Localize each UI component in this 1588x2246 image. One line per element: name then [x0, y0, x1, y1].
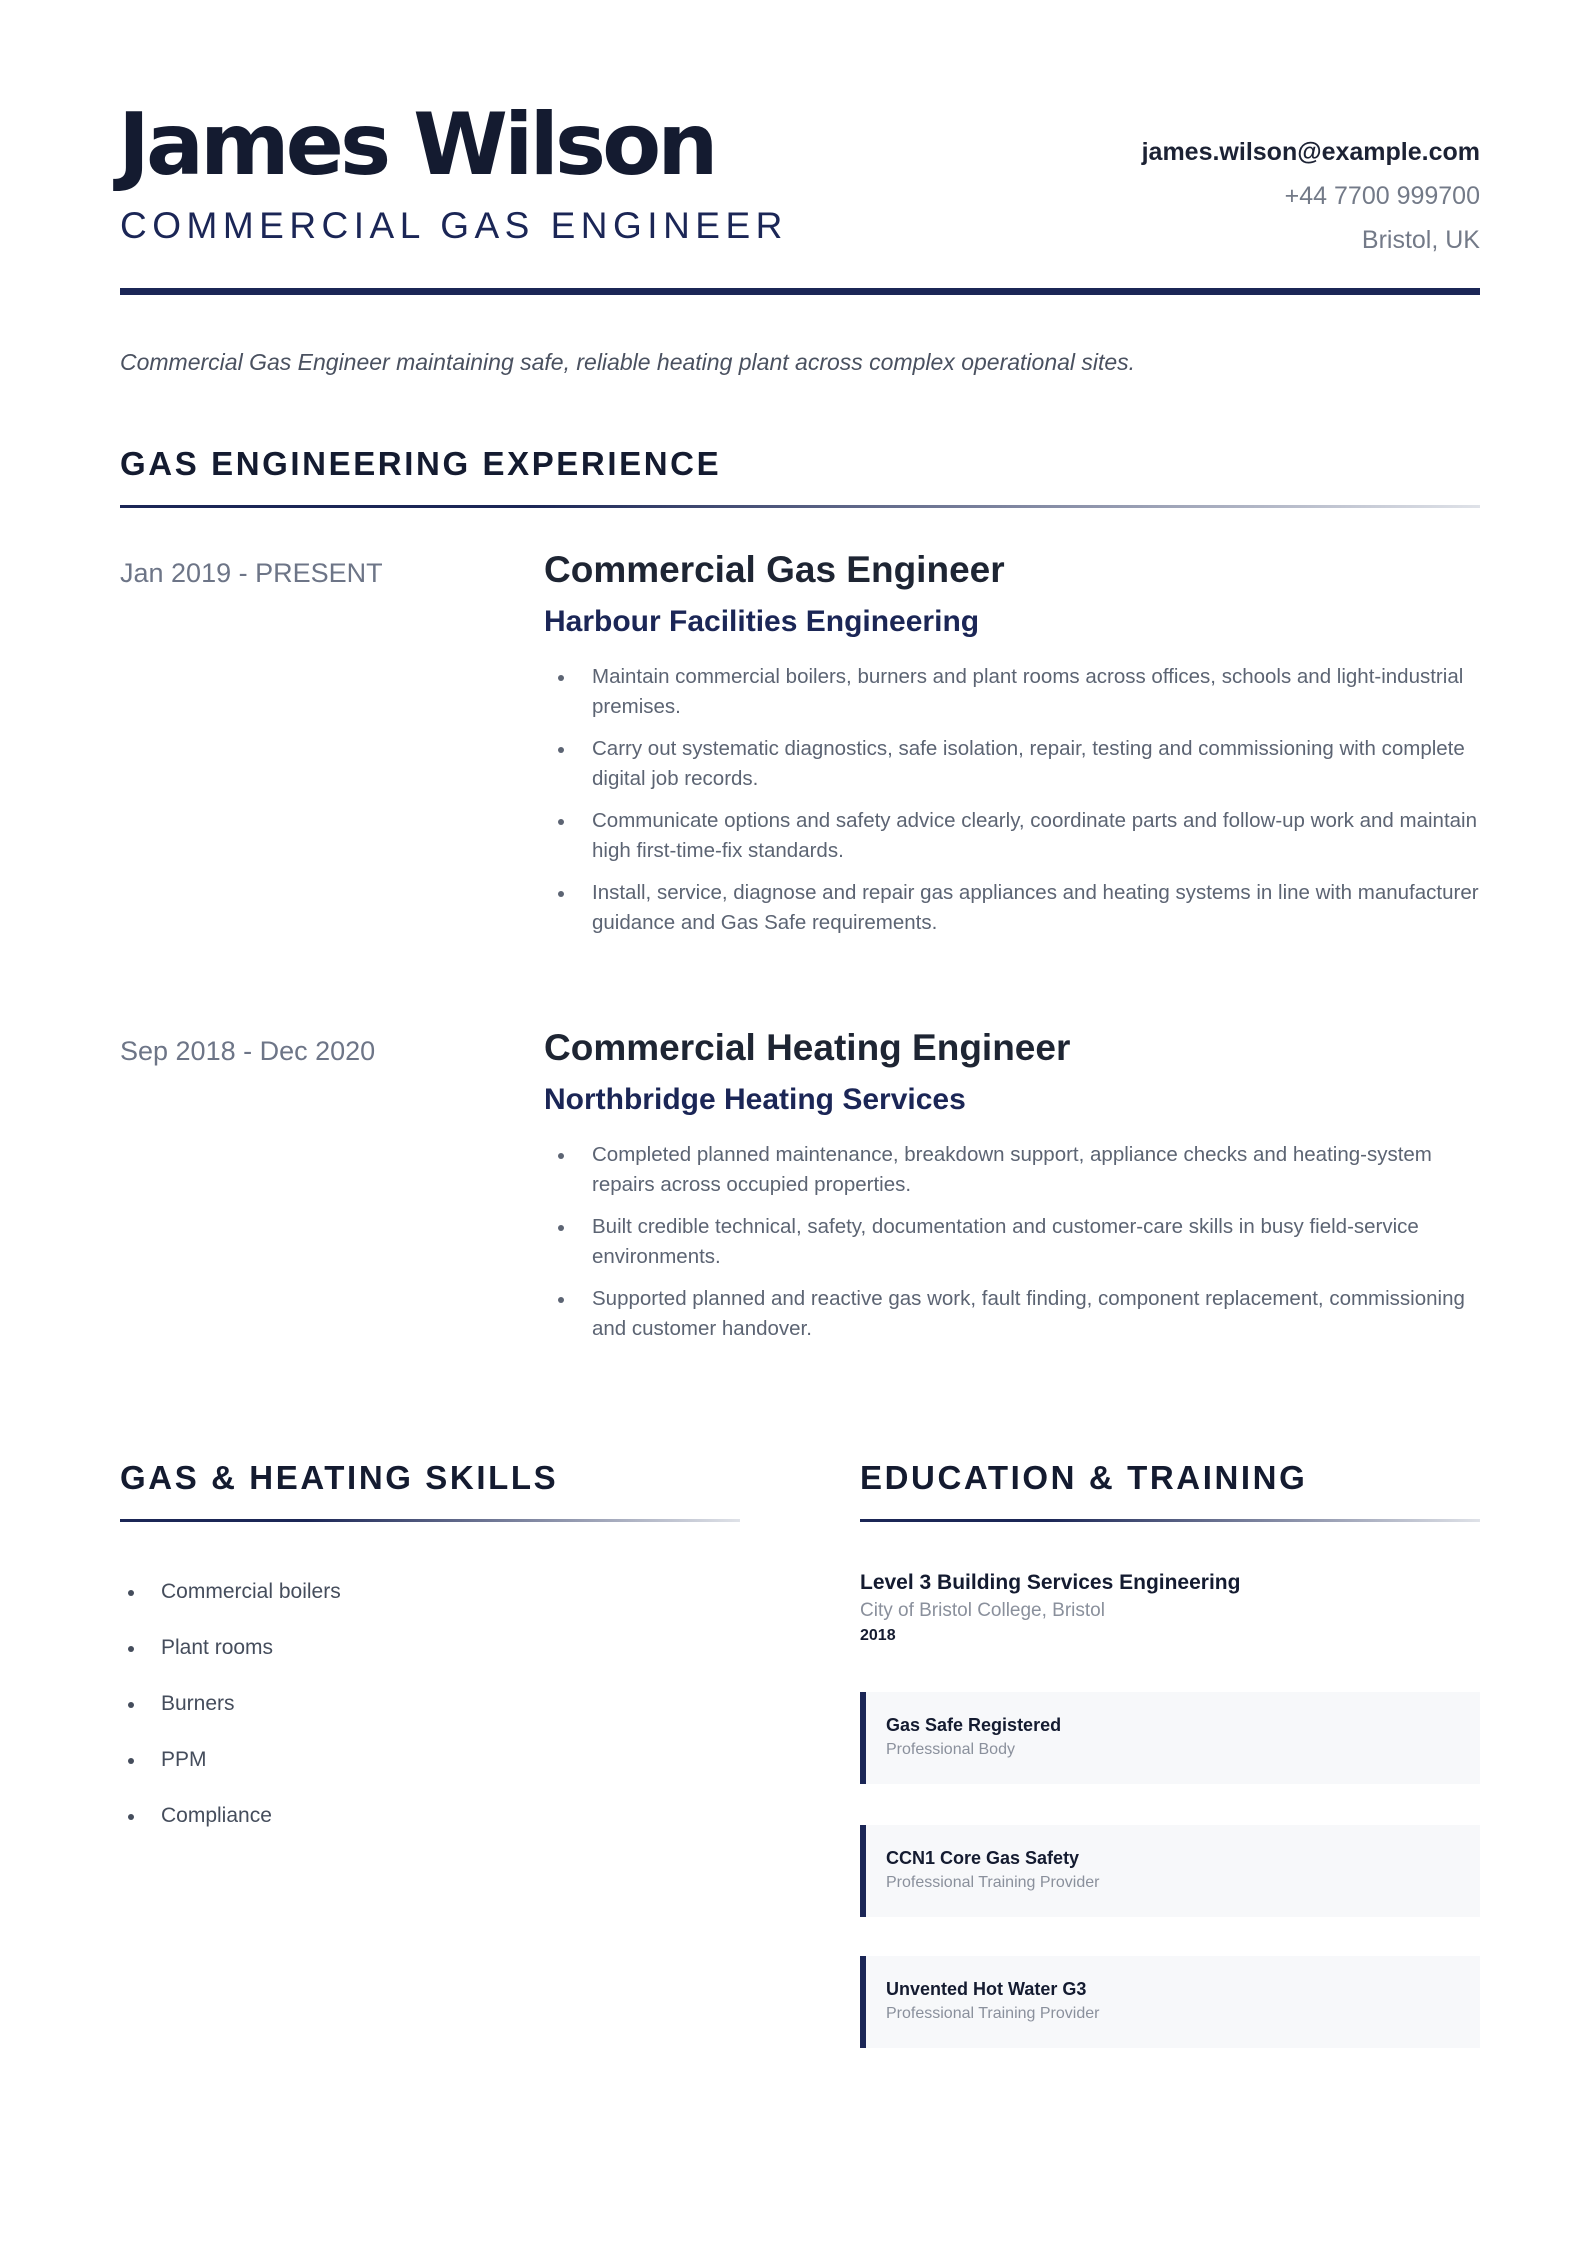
- experience-divider: [120, 505, 1480, 508]
- contact-block: [1142, 130, 1480, 262]
- certification-card: [860, 1956, 1480, 2048]
- job-2-title: Commercial Heating Engineer: [544, 1027, 1071, 1068]
- certification-provider: Professional Body: [886, 1741, 1015, 1758]
- candidate-name: James Wilson: [118, 95, 715, 195]
- certification-card: [860, 1692, 1480, 1784]
- skill-item: Commercial boilers: [120, 1564, 341, 1620]
- skills-list: [120, 1564, 341, 1844]
- degree-year: 2018: [860, 1627, 896, 1644]
- skill-item: PPM: [120, 1732, 341, 1788]
- job-2-dates: Sep 2018 - Dec 2020: [120, 1036, 376, 1066]
- education-heading: EDUCATION & TRAINING: [860, 1459, 1308, 1496]
- candidate-role: COMMERCIAL GAS ENGINEER: [120, 205, 788, 246]
- education-divider: [860, 1519, 1480, 1522]
- job-1-bullet: Install, service, diagnose and repair gas appliances and heating systems in line with manufacturer guidance and Gas Safe requirements.: [544, 878, 1484, 938]
- certification-provider: Professional Training Provider: [886, 1874, 1100, 1891]
- certification-provider: Professional Training Provider: [886, 2005, 1100, 2022]
- job-2-bullets: [544, 1140, 1484, 1356]
- certification-title: Unvented Hot Water G3: [886, 1979, 1087, 1999]
- job-1-bullets: [544, 662, 1484, 950]
- skill-item: Burners: [120, 1676, 341, 1732]
- certification-title: Gas Safe Registered: [886, 1715, 1062, 1735]
- header-divider: [120, 288, 1480, 295]
- contact-phone[interactable]: +44 7700 999700: [1284, 182, 1480, 210]
- degree-entry: [860, 1568, 1240, 1648]
- job-1-company: Harbour Facilities Engineering: [544, 605, 980, 638]
- degree-institution: City of Bristol College, Bristol: [860, 1600, 1105, 1621]
- job-1-bullet: Carry out systematic diagnostics, safe isolation, repair, testing and commissioning with complete digital job records.: [544, 734, 1484, 794]
- job-1-bullet: Communicate options and safety advice clearly, coordinate parts and follow-up work and maintain high first-time-fix standards.: [544, 806, 1484, 866]
- certification-card: [860, 1825, 1480, 1917]
- job-2-bullet: Completed planned maintenance, breakdown support, appliance checks and heating-system repairs across occupied properties.: [544, 1140, 1484, 1200]
- job-2-company: Northbridge Heating Services: [544, 1083, 966, 1116]
- job-1-dates: Jan 2019 - PRESENT: [120, 558, 383, 588]
- contact-location: Bristol, UK: [1361, 226, 1480, 254]
- degree-title: Level 3 Building Services Engineering: [860, 1571, 1241, 1594]
- profile-summary: Commercial Gas Engineer maintaining safe, reliable heating plant across complex operational sites.: [120, 349, 1136, 375]
- skill-item: Plant rooms: [120, 1620, 341, 1676]
- experience-heading: GAS ENGINEERING EXPERIENCE: [120, 445, 722, 482]
- job-2-bullet: Supported planned and reactive gas work, fault finding, component replacement, commissioning and customer handover.: [544, 1284, 1484, 1344]
- skills-divider: [120, 1519, 740, 1522]
- certification-title: CCN1 Core Gas Safety: [886, 1848, 1080, 1868]
- job-1-bullet: Maintain commercial boilers, burners and plant rooms across offices, schools and light-industrial premises.: [544, 662, 1484, 722]
- skill-item: Compliance: [120, 1788, 341, 1844]
- job-2-bullet: Built credible technical, safety, documentation and customer-care skills in busy field-service environments.: [544, 1212, 1484, 1272]
- contact-email[interactable]: james.wilson@example.com: [1141, 138, 1480, 166]
- job-1-title: Commercial Gas Engineer: [544, 549, 1005, 590]
- skills-heading: GAS & HEATING SKILLS: [120, 1459, 559, 1496]
